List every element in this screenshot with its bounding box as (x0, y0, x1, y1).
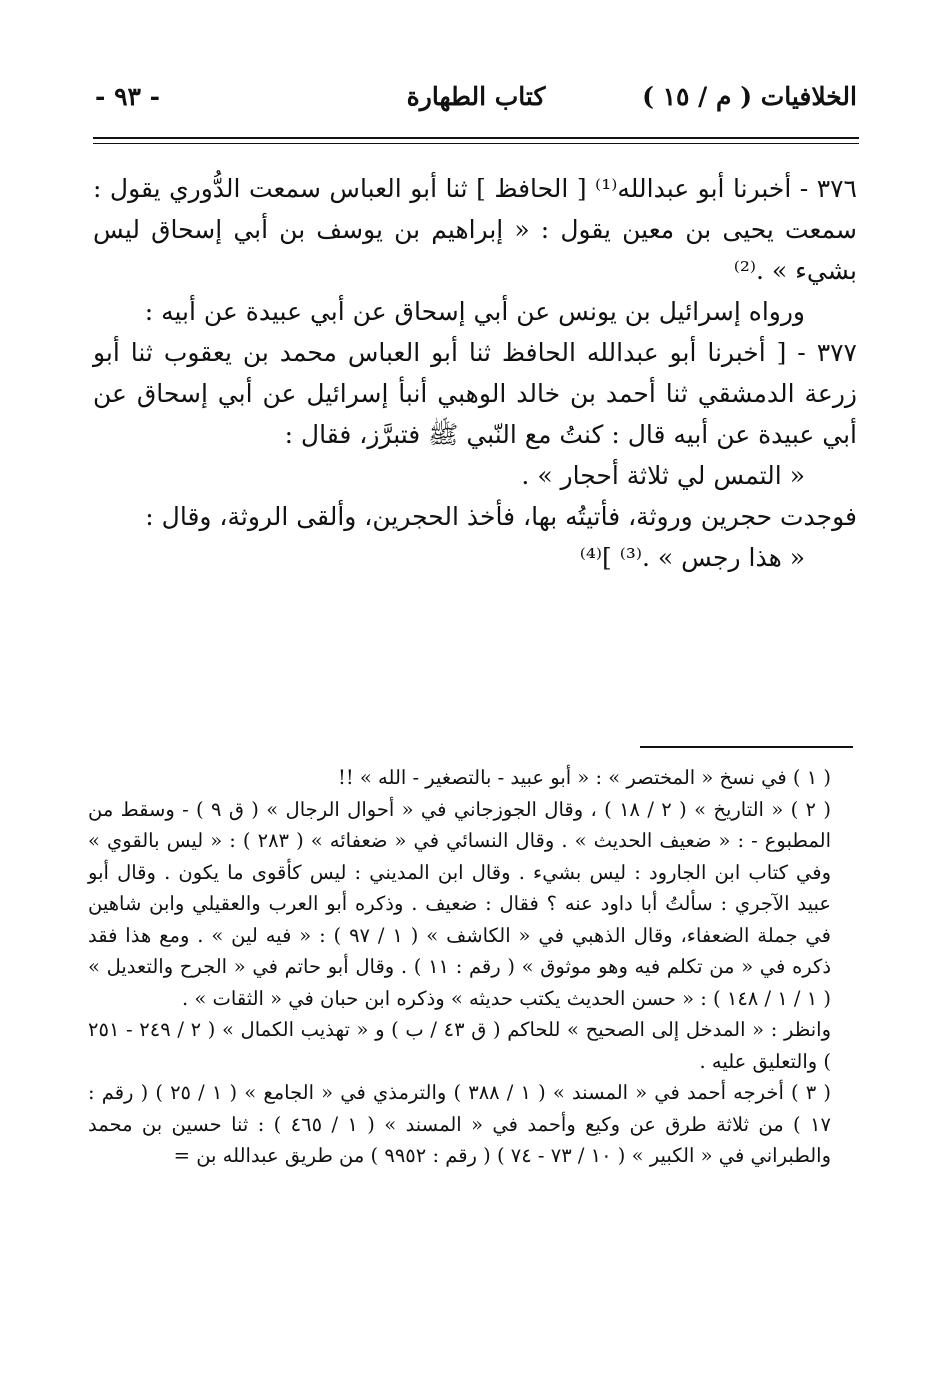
footnote-1: ( ١ ) في نسخ « المختصر » : « أبو عبيد - بالتصغير - الله » !! (338, 766, 831, 789)
narration-note: ورواه إسرائيل بن يونس عن أبي إسحاق عن أبي عبيدة عن أبيه : (144, 297, 805, 326)
quote-stones: « التمس لي ثلاثة أحجار » . (521, 461, 805, 490)
quote-rijs: « هذا رجس » .⁽³⁾ ]⁽⁴⁾ (579, 543, 805, 572)
page-header (95, 82, 857, 122)
footnotes (88, 762, 859, 1172)
page-number: - ٩٣ - (95, 82, 161, 111)
header-rule-thin (93, 143, 859, 144)
hadith-377: ٣٧٧ - [ أخبرنا أبو عبدالله الحافظ ثنا أبو العباس محمد بن يعقوب ثنا أبو زرعة الدمشقي ثنا أحمد بن خالد الوهبي أنبأ إسرائيل عن أبي إسحاق عن أبي عبيدة عن أبيه قال : كنتُ مع النّبي ﷺ فتبرَّز، فقال : (93, 338, 857, 449)
header-volume-title: الخلافيات ( م / ١٥ ) (642, 82, 857, 111)
main-text (93, 168, 857, 578)
footnote-2-see-also: وانظر : « المدخل إلى الصحيح » للحاكم ( ق ٤٣ / ب ) و « تهذيب الكمال » ( ٢ / ٢٤٩ - ٢٥١ ) والتعليق عليه . (88, 1018, 831, 1073)
footnote-3: ( ٣ ) أخرجه أحمد في « المسند » ( ١ / ٣٨٨ ) والترمذي في « الجامع » ( ١ / ٢٥ ) ( رقم : ١٧ ) من ثلاثة طرق عن وكيع وأحمد في « المسند » ( ١ / ٤٦٥ ) : ثنا حسين بن محمد والطبراني في « الكبير » ( ١٠ / ٧٣ - ٧٤ ) ( رقم : ٩٩٥٢ ) من طريق عبدالله بن = (88, 1081, 832, 1167)
header-rule-thick (93, 137, 859, 139)
footnote-2: ( ٢ ) « التاريخ » ( ٢ / ١٨ ) ، وقال الجوزجاني في « أحوال الرجال » ( ق ٩ ) - وسقط من المطبوع - : « ضعيف الحديث » . وقال النسائي في « ضعفائه » ( ٢٨٣ ) : « ليس بالقوي » وفي كتاب ابن الجارود : ليس بشيء . وقال ابن المديني : ليس كأقوى ما يكون . وقال أبو عبيد الآجري : سألتُ أبا داود عنه ؟ فقال : ضعيف . وذكره أبو العرب والعقيلي وابن شاهين في جملة الضعفاء، وقال الذهبي في « الكاشف » ( ١ / ٩٧ ) : « فيه لين » . ومع هذا فقد ذكره في « من تكلم فيه وهو موثوق » ( رقم : ١١ ) . وقال أبو حاتم في « الجرح والتعديل » ( ١ / ١ / ١٤٨ ) : « حسن الحديث يكتب حديثه » وذكره ابن حبان في « الثقات » . (88, 797, 832, 1010)
header-chapter-title: كتاب الطهارة (406, 82, 546, 111)
footnote-separator (640, 746, 853, 748)
narration-found: فوجدت حجرين وروثة، فأتيتُه بها، فأخذ الحجرين، وألقى الروثة، وقال : (145, 502, 857, 531)
hadith-376: ٣٧٦ - أخبرنا أبو عبدالله⁽¹⁾ [ الحافظ ] ثنا أبو العباس سمعت الدُّوري يقول : سمعت يحيى بن معين يقول : « إبراهيم بن يوسف بن أبي إسحاق ليس بشيء » .⁽²⁾ (93, 174, 857, 285)
